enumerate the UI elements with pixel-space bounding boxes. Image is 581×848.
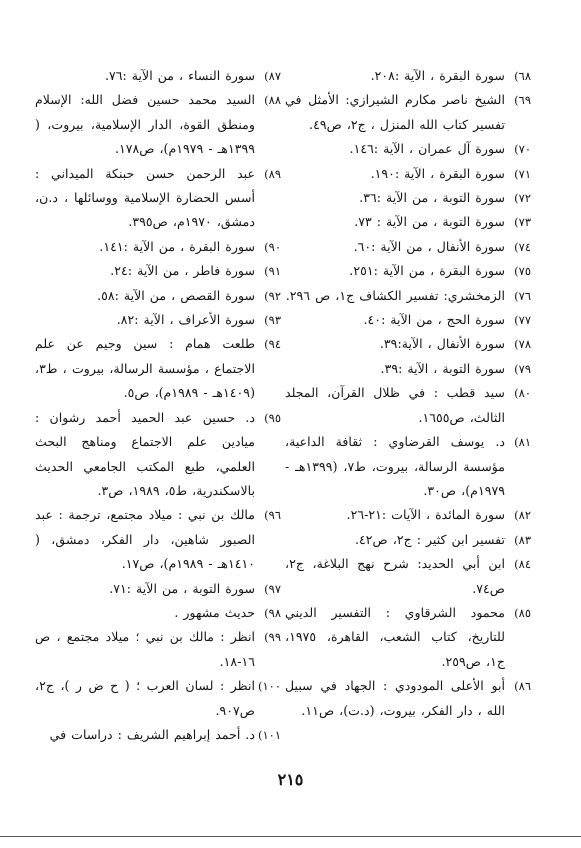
footnote [35,406,281,504]
footnote-text: سورة آل عمران ، الآية :١٤٦. [349,141,505,157]
footnote-text: سورة التوبة ، من الآية :٣٦. [359,190,505,206]
footnote [285,186,531,210]
footnote-number: ٧٧) [514,313,531,328]
footnote [35,503,281,576]
footnote-text: سورة البقرة ، الآية :١٩٠. [370,165,505,181]
footnote-text: سيد قطب : في ظلال القرآن، المجلد الثالث، ص١٦٥٥. [285,385,505,425]
footnote [285,503,531,527]
footnote-number: ٨٥) [514,605,531,620]
footnote-text: السيد محمد حسين فضل الله: الإسلام ومنطق القوة، الدار الإسلامية، بيروت، ( ١٣٩٩هـ - ١٩٧٩م)، ص١٧٨. [35,92,255,157]
footnote-number: ٩٨) [264,605,281,620]
footnote-text: سورة التوبة ، من الآية :٧١. [109,580,255,596]
page-number: ٢١٥ [277,770,304,789]
footnote-number: ٩٣) [264,313,281,328]
footnote [285,137,531,161]
footnote [285,357,531,381]
footnote-text: سورة الأعراف ، الآية :٨٢. [116,312,255,328]
footnote [285,259,531,283]
footnote-number: ٦٨) [514,69,531,83]
footnote-text: محمود الشرقاوي : التفسير الديني للتاريخ، كتاب الشعب، القاهرة، ١٩٧٥، ج١، ص٢٥٩. [285,604,505,669]
bottom-rule [0,836,581,837]
footnote-text: سورة البقرة ، من الآية :٢٥١. [349,263,505,279]
footnote [285,528,531,552]
footnote-text: سورة المائدة ، الآيات :٢١-٢٦. [346,507,505,523]
footnote-number: ١٠١) [257,727,281,742]
footnote-number: ٨٩) [264,166,281,181]
footnote-number: ٧١) [514,166,531,181]
footnote-text: تفسير ابن كثير : ج٢، ص٤٢. [355,531,505,547]
footnote [285,210,531,234]
footnote-number: ٩٧) [264,581,281,596]
footnote-number: ٨٠) [514,386,531,401]
footnote [35,64,281,88]
footnote-text: الزمخشري: تفسير الكشاف ج١، ص ٢٩٦. [285,287,505,303]
footnote [285,284,531,308]
footnote [35,625,281,674]
footnote-number: ٩٦) [264,508,281,523]
footnote-number: ٨٣) [514,532,531,547]
footnote [35,88,281,161]
footnote-text: سورة الحج ، من الآية :٤٠. [363,312,505,328]
footnote-text: سورة النساء ، من الآية :٧٦. [104,68,255,83]
footnote-text: سورة الأنفال ، الآية:٣٩. [379,336,505,352]
footnote-text: د. حسين عبد الحميد أحمد رشوان : ميادين علم الاجتماع ومناهج البحث العلمي، طبع المكتب الجامعي الحديث بالاسكندرية، ط٥، ١٩٨٩، ص٣. [35,409,255,498]
footnote-number: ٩٥) [264,410,281,425]
footnote [285,430,531,503]
footnote-number: ٧٩) [514,361,531,376]
footnote-text: د. يوسف القرضاوي : ثقافة الداعية، مؤسسة الرسالة، بيروت، ط٧، (١٣٩٩هـ - ١٩٧٩م)، ص٣٠. [285,434,506,498]
footnote-number: ٩١) [264,264,281,279]
footnote [35,332,281,405]
footnote [285,601,531,674]
footnote-number: ٧٢) [514,191,531,206]
footnote [35,308,281,332]
footnote-number: ٧٣) [514,215,531,230]
footnote [35,723,281,747]
footnotes-left-column [35,64,281,747]
footnote-text: انظر : لسان العرب ؛ ( ح ض ر )، ج٢، ص٩٠٧. [35,678,255,718]
footnote-number: ٨٨) [264,93,281,108]
footnote-number: ٩٩) [264,630,281,645]
footnote-text: طلعت همام : سين وجيم عن علم الاجتماع ، مؤسسة الرسالة، بيروت ، ط٣، (١٤٠٩هـ - ١٩٨٩م)، ص٥. [35,336,255,401]
footnote-text: مالك بن نبي : ميلاد مجتمع، ترجمة : عبد الصبور شاهين، دار الفكر، دمشق، ( ١٤١٠هـ - ١٩٨٩م)، ص١٧. [35,507,255,572]
footnote-text: د. أحمد إبراهيم الشريف : دراسات في [49,726,255,742]
footnote-text: سورة الأنفال ، من الآية :٦٠. [353,238,505,254]
footnote-text: الشيخ ناصر مكارم الشيرازي: الأمثل في تفسير كتاب الله المنزل ، ج٢، ص٤٩. [285,92,505,132]
footnote [35,284,281,308]
footnote-text: سورة التوبة ، من الآية : ٧٣. [354,214,505,230]
footnote-text: سورة البقرة ، من الآية :١٤١. [99,238,255,254]
footnote [35,601,281,625]
footnote-number: ٧٤) [514,239,531,254]
footnote-number: ٩٤) [264,337,281,352]
footnote [285,162,531,186]
footnote-text: سورة القصص ، من الآية :٥٨. [97,287,255,303]
footnote [285,235,531,259]
footnote [285,381,531,430]
footnotes-right-column [285,64,531,723]
footnote [35,235,281,259]
footnote [285,552,531,601]
footnote [285,88,531,137]
footnote-number: ٨٢) [514,508,531,523]
footnote-number: ٧٨) [514,337,531,352]
footnote-text: أبو الأعلى المودودي : الجهاد في سبيل الله ، دار الفكر، بيروت، (د.ت)، ص١١. [285,678,505,718]
footnote-number: ٨٧) [264,69,281,83]
footnote-text: سورة التوبة ، الآية :٣٩. [380,360,505,376]
footnote-text: عبد الرحمن حسن حبنكة الميداني : أسس الحضارة الإسلامية ووسائلها ، د.ن، دمشق، ١٩٧٠م، ص٣٩٥. [35,165,255,230]
footnote [35,162,281,235]
footnote-number: ٦٩) [514,93,531,108]
footnote-number: ٨٤) [514,557,531,572]
footnote-number: ٧٠) [514,142,531,157]
footnote [285,332,531,356]
footnote [35,577,281,601]
footnote-number: ١٠٠) [257,679,281,694]
footnote [285,674,531,723]
footnote-text: سورة فاطر ، من الآية :٢٤. [110,263,255,279]
footnote-number: ٩٢) [264,288,281,303]
footnote-number: ٨١) [514,435,531,450]
footnote-text: ابن أبي الحديد: شرح نهج البلاغة، ج٢، ص٧٤. [285,556,505,596]
footnote-text: حديث مشهور . [174,604,255,620]
footnote-number: ٧٦) [514,288,531,303]
footnote [35,674,281,723]
footnote-number: ٩٠) [264,239,281,254]
footnote-text: سورة البقرة ، الآية :٢٠٨. [370,68,505,83]
footnote-number: ٨٦) [514,679,531,694]
footnote-text: انظر : مالك بن نبي ؛ ميلاد مجتمع ، ص ١٦-١٨. [35,629,255,669]
footnote [285,308,531,332]
footnote [35,259,281,283]
footnote [285,64,531,88]
footnote-number: ٧٥) [514,264,531,279]
